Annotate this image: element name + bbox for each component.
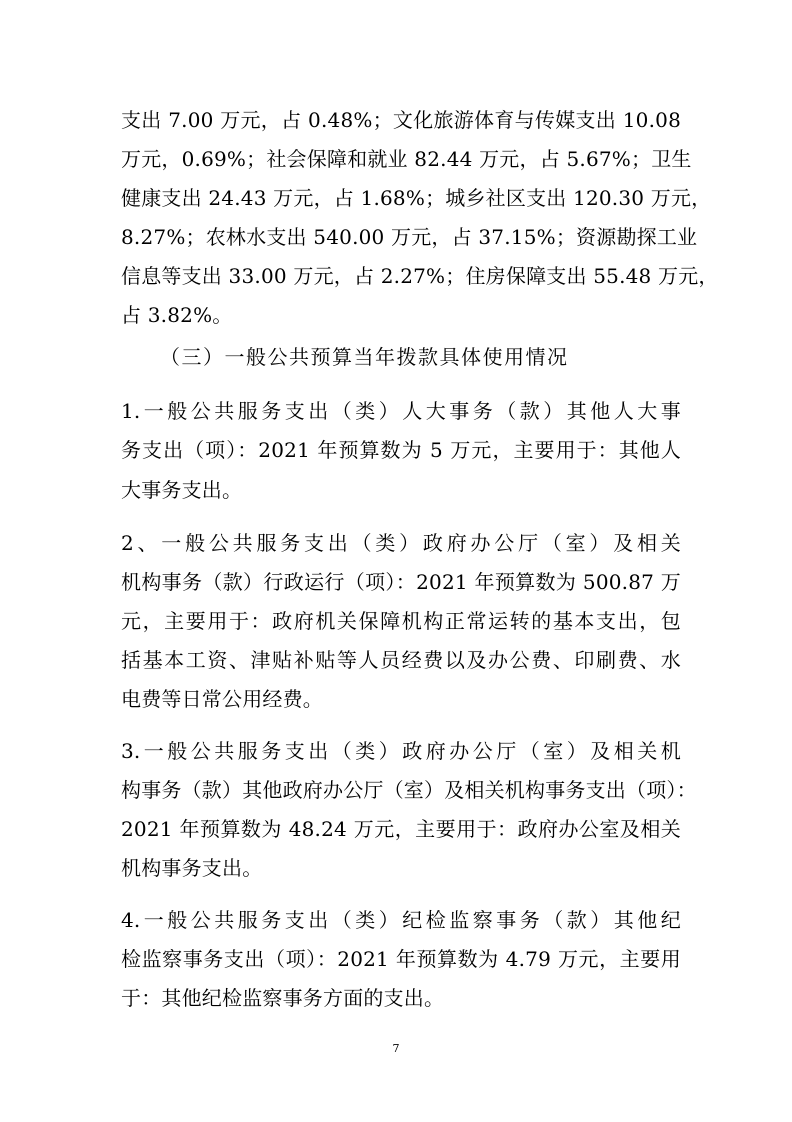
text-line: 3.一般公共服务支出（类）政府办公厅（室）及相关机 bbox=[121, 739, 681, 763]
text-line: 支出 7.00 万元，占 0.48%；文化旅游体育与传媒支出 10.08 bbox=[121, 108, 681, 132]
text-line: 大事务支出。 bbox=[121, 478, 243, 502]
text-line: 占 3.82%。 bbox=[121, 303, 233, 327]
text-line: 2、一般公共服务支出（类）政府办公厅（室）及相关 bbox=[121, 531, 681, 555]
text-line: 机构事务支出。 bbox=[121, 856, 263, 880]
text-line: 元，主要用于：政府机关保障机构正常运转的基本支出，包 bbox=[121, 609, 681, 633]
text-line: 健康支出 24.43 万元，占 1.68%；城乡社区支出 120.30 万元， bbox=[121, 186, 712, 210]
text-line: 2021 年预算数为 48.24 万元，主要用于：政府办公室及相关 bbox=[121, 817, 681, 841]
text-line: 检监察事务支出（项）：2021 年预算数为 4.79 万元，主要用 bbox=[121, 947, 681, 971]
text-line: 1.一般公共服务支出（类）人大事务（款）其他人大事 bbox=[121, 399, 681, 423]
text-line: 构事务（款）其他政府办公厅（室）及相关机构事务支出（项）： bbox=[121, 778, 697, 802]
text-line: 信息等支出 33.00 万元，占 2.27%；住房保障支出 55.48 万元， bbox=[121, 264, 719, 288]
text-line: 万元，0.69%；社会保障和就业 82.44 万元，占 5.67%；卫生 bbox=[121, 147, 692, 171]
text-line: 8.27%；农林水支出 540.00 万元，占 37.15%；资源勘探工业 bbox=[121, 225, 698, 249]
text-line: 于：其他纪检监察事务方面的支出。 bbox=[121, 986, 445, 1010]
page-number: 7 bbox=[392, 1042, 400, 1055]
text-line: 电费等日常公用经费。 bbox=[121, 687, 323, 711]
text-line: 务支出（项）：2021 年预算数为 5 万元，主要用于：其他人 bbox=[121, 438, 681, 462]
text-line: 4.一般公共服务支出（类）纪检监察事务（款）其他纪 bbox=[121, 908, 681, 932]
text-line: 括基本工资、津贴补贴等人员经费以及办公费、印刷费、水 bbox=[121, 648, 681, 672]
text-line: 机构事务（款）行政运行（项）：2021 年预算数为 500.87 万 bbox=[121, 570, 681, 594]
section-heading: （三）一般公共预算当年拨款具体使用情况 bbox=[160, 345, 569, 369]
